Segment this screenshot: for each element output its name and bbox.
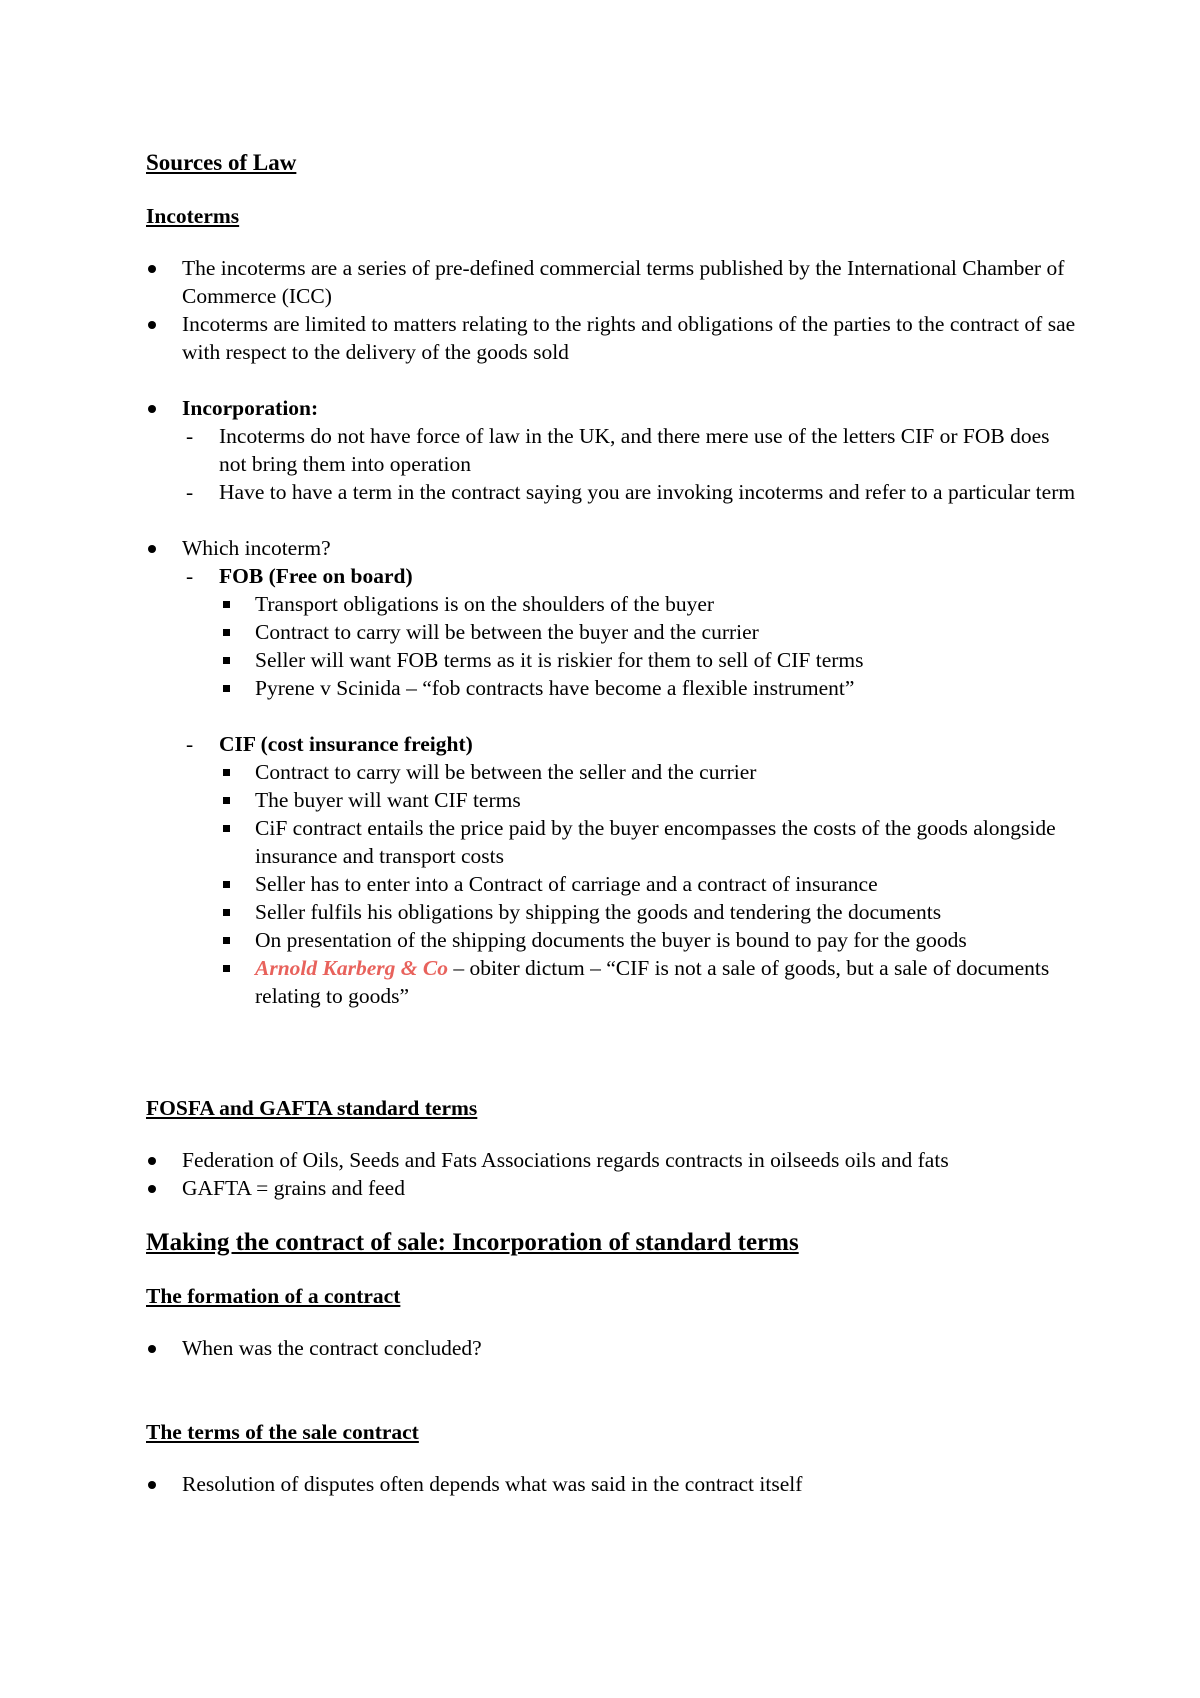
which-incoterm-label: Which incoterm?	[182, 536, 331, 560]
dash-icon: -	[186, 564, 194, 588]
square-bullet-icon	[223, 797, 230, 804]
list-item: CiF contract entails the price paid by the buyer encompasses the costs of the goods alongside insurance and transport costs	[219, 814, 1076, 870]
list-item: Resolution of disputes often depends what was said in the contract itself	[146, 1470, 1076, 1498]
list-item	[182, 562, 1076, 702]
list-item: The incoterms are a series of pre-defined commercial terms published by the International Chamber of Commerce (ICC)	[146, 254, 1076, 310]
list-item: GAFTA = grains and feed	[146, 1174, 1076, 1202]
bullet-icon	[148, 405, 156, 413]
heading-formation: The formation of a contract	[146, 1284, 401, 1308]
fosfa-list	[146, 1146, 1076, 1202]
incorporation-list	[146, 394, 1076, 506]
list-item	[146, 534, 1076, 1010]
list-item: Contract to carry will be between the buyer and the currier	[219, 618, 1076, 646]
square-bullet-icon	[223, 601, 230, 608]
list-item: Federation of Oils, Seeds and Fats Associations regards contracts in oilseeds oils and fats	[146, 1146, 1076, 1174]
square-bullet-icon	[223, 909, 230, 916]
case-name: Arnold Karberg & Co	[255, 956, 448, 980]
square-bullet-icon	[223, 965, 230, 972]
case-text: – obiter dictum – “CIF is not a sale of goods, but a sale of documents relating to goods”	[255, 956, 1050, 1008]
list-item: Pyrene v Scinida – “fob contracts have become a flexible instrument”	[219, 674, 1076, 702]
square-bullet-icon	[223, 769, 230, 776]
terms-list	[146, 1470, 1076, 1498]
bullet-icon	[148, 1157, 156, 1165]
bullet-icon	[148, 321, 156, 329]
title-making-contract: Making the contract of sale: Incorporation of standard terms	[146, 1229, 799, 1256]
list-item: - Incoterms do not have force of law in the UK, and there mere use of the letters CIF or FOB does not bring them into operation	[186, 424, 1050, 476]
bullet-icon	[148, 1185, 156, 1193]
heading-fosfa-gafta: FOSFA and GAFTA standard terms	[146, 1096, 478, 1120]
formation-list	[146, 1334, 1076, 1362]
square-bullet-icon	[223, 685, 230, 692]
incorporation-label: Incorporation:	[182, 396, 319, 420]
list-item: Contract to carry will be between the seller and the currier	[219, 758, 1076, 786]
heading-incoterms: Incoterms	[146, 204, 240, 228]
list-item: Seller fulfils his obligations by shipping the goods and tendering the documents	[219, 898, 1076, 926]
list-item: - Have to have a term in the contract saying you are invoking incoterms and refer to a particular term	[186, 480, 1076, 504]
bullet-icon	[148, 265, 156, 273]
fob-label: FOB (Free on board)	[219, 564, 413, 588]
dash-icon: -	[186, 424, 194, 448]
bullet-icon	[148, 545, 156, 553]
list-item: The buyer will want CIF terms	[219, 786, 1076, 814]
document-page	[146, 148, 1076, 1498]
list-item: On presentation of the shipping documents the buyer is bound to pay for the goods	[219, 926, 1076, 954]
list-item: Transport obligations is on the shoulders of the buyer	[219, 590, 1076, 618]
square-bullet-icon	[223, 825, 230, 832]
square-bullet-icon	[223, 629, 230, 636]
bullet-icon	[148, 1345, 156, 1353]
list-item: Incoterms are limited to matters relating to the rights and obligations of the parties to the contract of sae with respect to the delivery of the goods sold	[146, 310, 1076, 366]
square-bullet-icon	[223, 657, 230, 664]
incoterms-list	[146, 254, 1076, 366]
square-bullet-icon	[223, 937, 230, 944]
square-bullet-icon	[223, 881, 230, 888]
title-sources-of-law: Sources of Law	[146, 150, 297, 175]
list-item: Seller has to enter into a Contract of carriage and a contract of insurance	[219, 870, 1076, 898]
heading-terms: The terms of the sale contract	[146, 1420, 419, 1444]
bullet-icon	[148, 1481, 156, 1489]
list-item: Seller will want FOB terms as it is riskier for them to sell of CIF terms	[219, 646, 1076, 674]
cif-label: CIF (cost insurance freight)	[219, 732, 473, 756]
dash-icon: -	[186, 480, 194, 504]
list-item	[146, 394, 1076, 506]
dash-icon: -	[186, 732, 194, 756]
list-item	[182, 730, 1076, 1010]
which-incoterm-list	[146, 534, 1076, 1010]
list-item: When was the contract concluded?	[146, 1334, 1076, 1362]
list-item	[219, 954, 1076, 1010]
